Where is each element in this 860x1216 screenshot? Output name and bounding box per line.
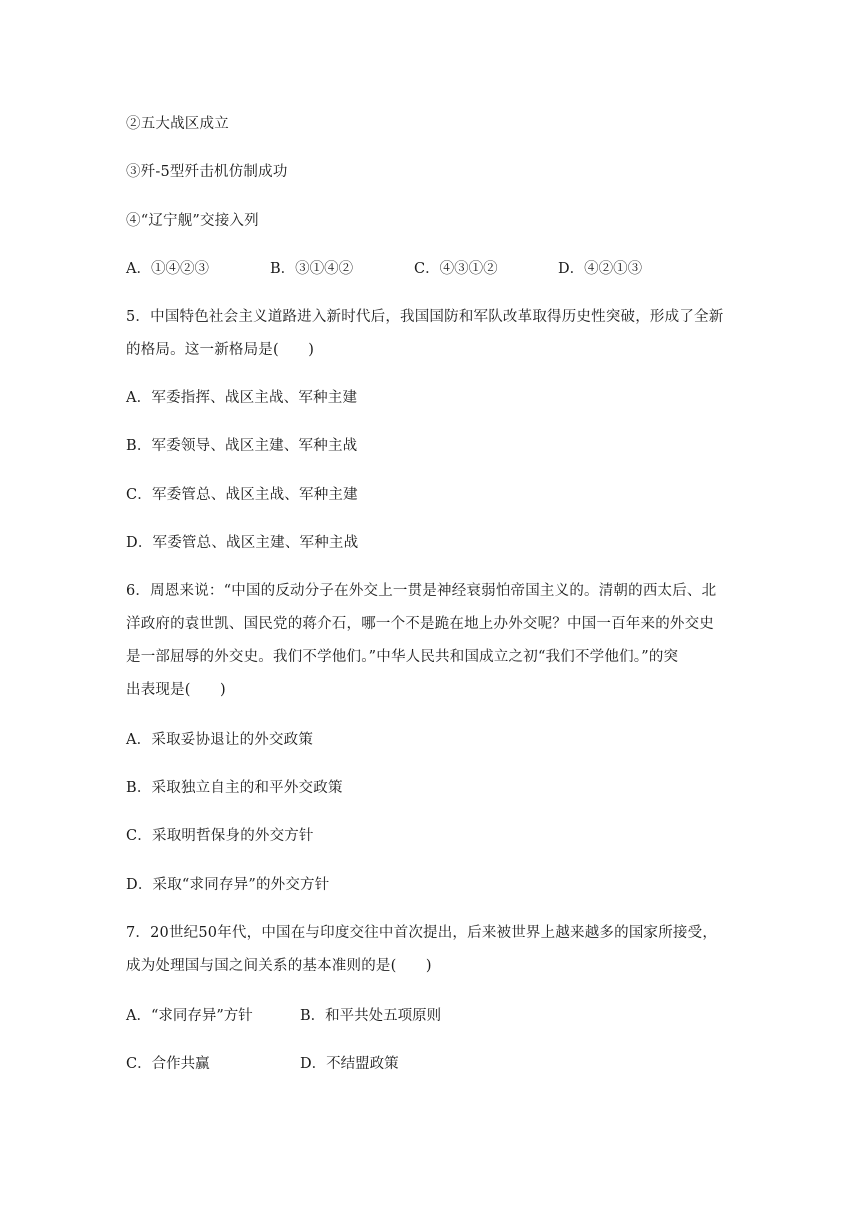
q4-option-b: B．③①④② xyxy=(270,261,354,277)
q7-option-b: B．和平共处五项原则 xyxy=(300,1008,442,1024)
q7-stem-line-1: 7．20世纪50年代，中国在与印度交往中首次提出，后来被世界上越来越多的国家所接受， xyxy=(126,925,718,941)
q5-stem-line-1: 5．中国特色社会主义道路进入新时代后，我国国防和军队改革取得历史性突破，形成了全新 xyxy=(126,309,724,325)
q4-item-2: ②五大战区成立 xyxy=(126,116,229,132)
q6-stem-line-3: 是一部屈辱的外交史。我们不学他们。”中华人民共和国成立之初“我们不学他们。”的突 xyxy=(126,649,679,665)
q4-option-c: C．④③①② xyxy=(414,261,498,277)
q4-item-4: ④“辽宁舰”交接入列 xyxy=(126,213,259,229)
q5-option-c: C．军委管总、战区主战、军种主建 xyxy=(126,487,358,503)
q4-option-a: A．①④②③ xyxy=(126,261,209,277)
q6-stem-line-2: 洋政府的袁世凯、国民党的蒋介石，哪一个不是跪在地上办外交呢？中国一百年来的外交史 xyxy=(126,616,714,632)
q5-stem-line-2: 的格局。这一新格局是( ) xyxy=(126,342,315,358)
q7-option-a: A．“求同存异”方针 xyxy=(126,1008,253,1024)
q4-option-d: D．④②①③ xyxy=(558,261,643,277)
q6-stem-line-1: 6．周恩来说：“中国的反动分子在外交上一贯是神经衰弱怕帝国主义的。清朝的西太后、北 xyxy=(126,583,717,599)
q5-option-d: D．军委管总、战区主建、军种主战 xyxy=(126,535,359,551)
q6-option-c: C．采取明哲保身的外交方针 xyxy=(126,828,314,844)
q6-option-b: B．采取独立自主的和平外交政策 xyxy=(126,780,343,796)
q6-stem-line-4: 出表现是( ) xyxy=(126,682,226,698)
q7-option-d: D．不结盟政策 xyxy=(300,1056,399,1072)
q4-item-3: ③歼-5型歼击机仿制成功 xyxy=(126,164,288,180)
q7-stem-line-2: 成为处理国与国之间关系的基本准则的是( ) xyxy=(126,958,432,974)
q5-option-a: A．军委指挥、战区主战、军种主建 xyxy=(126,390,358,406)
q5-option-b: B．军委领导、战区主建、军种主战 xyxy=(126,438,358,454)
q7-option-c: C．合作共赢 xyxy=(126,1056,210,1072)
q6-option-d: D．采取“求同存异”的外交方针 xyxy=(126,877,330,893)
q6-option-a: A．采取妥协退让的外交政策 xyxy=(126,732,314,748)
